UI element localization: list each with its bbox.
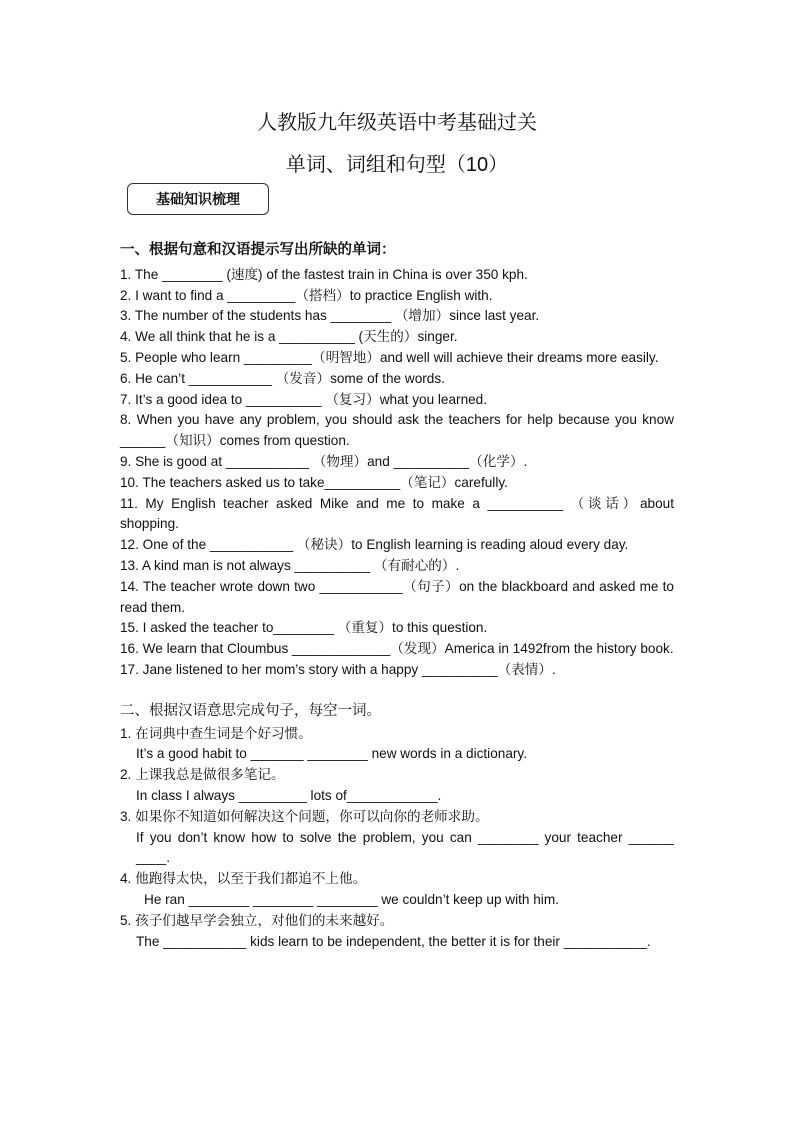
question-4: 4. We all think that he is a __________ (天生的）singer. bbox=[120, 329, 458, 345]
translation-3-en: If you don’t know how to solve the problem, you can ________ your teacher ______ ____. bbox=[136, 829, 674, 866]
question-5: 5. People who learn _________（明智地）and well will achieve their dreams more easily. bbox=[120, 349, 659, 365]
translation-1-en: It’s a good habit to _______ ________ new words in a dictionary. bbox=[136, 746, 527, 762]
question-16: 16. We learn that Cloumbus _____________（发现）America in 1492from the history book. bbox=[120, 641, 674, 657]
question-7: 7. It’s a good idea to __________ （复习）what you learned. bbox=[120, 391, 488, 407]
section2-heading: 二、根据汉语意思完成句子，每空一词。 bbox=[120, 702, 381, 719]
question-11: 11. My English teacher asked Mike and me to make a __________ （谈话）about shopping. bbox=[120, 495, 674, 532]
page-subtitle: 单词、词组和句型（10） bbox=[285, 154, 509, 176]
translation-4-en: He ran ________ ________ ________ we couldn’t keep up with him. bbox=[144, 891, 559, 907]
translation-2-cn: 2. 上课我总是做很多笔记。 bbox=[120, 767, 285, 783]
question-2: 2. I want to find a _________（搭档）to practice English with. bbox=[120, 287, 493, 303]
question-8: 8. When you have any problem, you should ask the teachers for help because you know ______（知识）comes from question. bbox=[120, 412, 674, 449]
question-14: 14. The teacher wrote down two ___________（句子）on the blackboard and asked me to read them. bbox=[120, 578, 674, 615]
question-15: 15. I asked the teacher to________ （重复）to this question. bbox=[120, 620, 488, 636]
translation-5-cn: 5. 孩子们越早学会独立，对他们的未来越好。 bbox=[120, 912, 394, 928]
translation-1-cn: 1. 在词典中查生词是个好习惯。 bbox=[120, 725, 312, 741]
section1-heading: 一、根据句意和汉语提示写出所缺的单词： bbox=[120, 242, 396, 258]
translation-4-cn: 4. 他跑得太快，以至于我们都追不上他。 bbox=[120, 871, 367, 887]
question-1: 1. The ________ (速度) of the fastest train in China is over 350 kph. bbox=[120, 266, 528, 282]
question-9: 9. She is good at ___________ （物理）and __________（化学）. bbox=[120, 453, 528, 469]
section-tag: 基础知识梳理 bbox=[127, 183, 269, 215]
translation-3-cn: 3. 如果你不知道如何解决这个问题，你可以向你的老师求助。 bbox=[120, 808, 489, 824]
question-10: 10. The teachers asked us to take__________（笔记）carefully. bbox=[120, 474, 508, 490]
question-13: 13. A kind man is not always __________ （有耐心的）. bbox=[120, 557, 460, 573]
question-12: 12. One of the ___________ （秘诀）to English learning is reading aloud every day. bbox=[120, 537, 629, 553]
page-title: 人教版九年级英语中考基础过关 bbox=[257, 112, 537, 134]
question-3: 3. The number of the students has ________ （增加）since last year. bbox=[120, 308, 540, 324]
worksheet-content bbox=[120, 240, 674, 952]
question-6: 6. He can’t ___________ （发音）some of the words. bbox=[120, 370, 445, 386]
question-17: 17. Jane listened to her mom’s story with a happy __________（表情）. bbox=[120, 661, 556, 677]
translation-2-en: In class I always _________ lots of____________. bbox=[136, 787, 442, 803]
translation-5-en: The ___________ kids learn to be independent, the better it is for their ___________. bbox=[136, 933, 651, 949]
